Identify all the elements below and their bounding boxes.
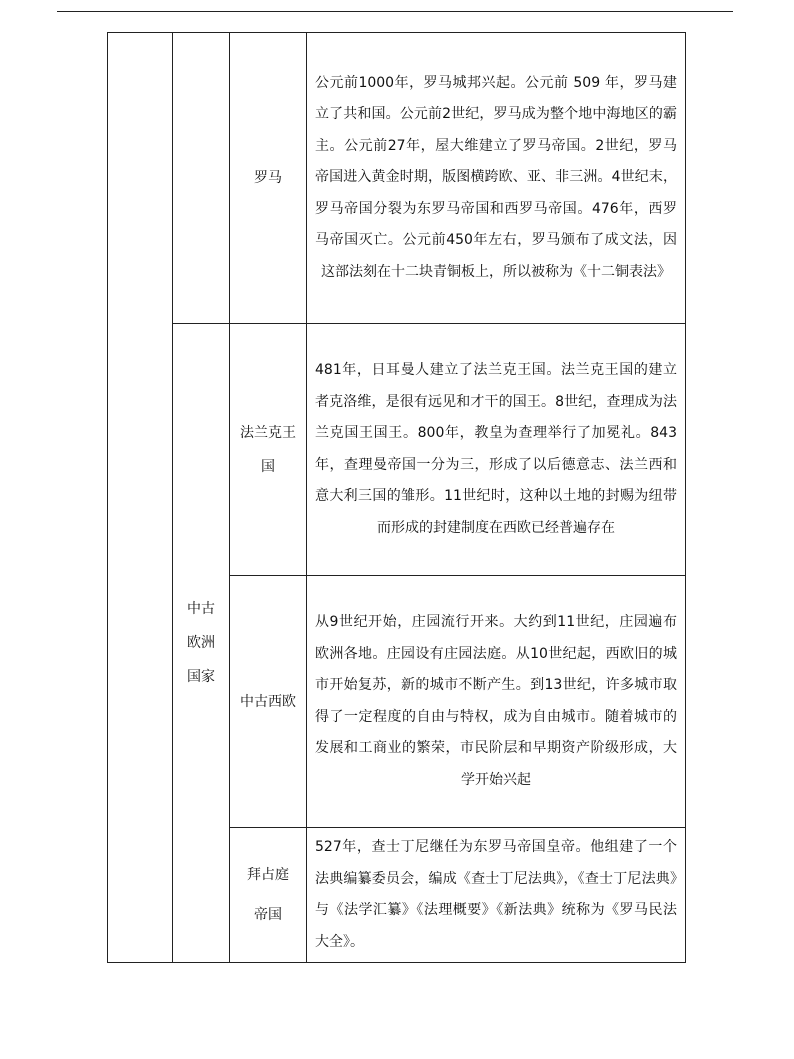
country-name-byzantine-empire-text: 拜占庭帝国 [246, 867, 289, 923]
group-label-medieval-europe [173, 324, 230, 963]
country-name-rome: 罗马 [230, 33, 307, 324]
history-text-rome: 公元前1000年，罗马城邦兴起。公元前 509 年，罗马建立了共和国。公元前2世纪，罗马成为整个地中海地区的霸主。公元前27年，屋大维建立了罗马帝国。2世纪，罗马帝国进入黄金时期，版图横跨欧、亚、非三洲。4世纪末，罗马帝国分裂为东罗马帝国和西罗马帝国。476年，西罗马帝国灭亡。公元前450年左右，罗马颁布了成文法，因这部法刻在十二块青铜板上，所以被称为《十二铜表法》 [307, 33, 686, 324]
country-name-frankish-kingdom-text: 法兰克王国 [239, 424, 296, 475]
country-name-byzantine-empire [230, 828, 307, 963]
table-row-frankish-kingdom [108, 324, 686, 576]
history-table [107, 32, 686, 963]
country-name-medieval-western-europe: 中古西欧 [230, 576, 307, 828]
header-rule [57, 11, 733, 12]
history-text-frankish-kingdom: 481年，日耳曼人建立了法兰克王国。法兰克王国的建立者克洛维，是很有远见和才干的国王。8世纪，查理成为法兰克国王国王。800年，教皇为查理举行了加冕礼。843 年，查理曼帝国一分为三，形成了以后德意志、法兰西和意大利三国的雏形。11世纪时，这种以土地的封赐为纽带而形成的封建制度在西欧已经普遍存在 [307, 324, 686, 576]
group-label-text: 中古欧洲国家 [187, 601, 215, 685]
country-name-frankish-kingdom [230, 324, 307, 576]
table-row-rome [108, 33, 686, 324]
history-text-medieval-western-europe: 从9世纪开始，庄园流行开来。大约到11世纪，庄园遍布欧洲各地。庄园设有庄园法庭。从10世纪起，西欧旧的城市开始复苏，新的城市不断产生。到13世纪，许多城市取得了一定程度的自由与特权，成为自由城市。随着城市的发展和工商业的繁荣，市民阶层和早期资产阶级形成，大学开始兴起 [307, 576, 686, 828]
blank-cell-col2 [173, 33, 230, 324]
blank-cell-col1 [108, 33, 173, 963]
history-text-byzantine-empire: 527年，查士丁尼继任为东罗马帝国皇帝。他组建了一个法典编纂委员会，编成《查士丁尼法典》，《查士丁尼法典》与《法学汇纂》《法理概要》《新法典》统称为《罗马民法大全》。 [307, 828, 686, 963]
